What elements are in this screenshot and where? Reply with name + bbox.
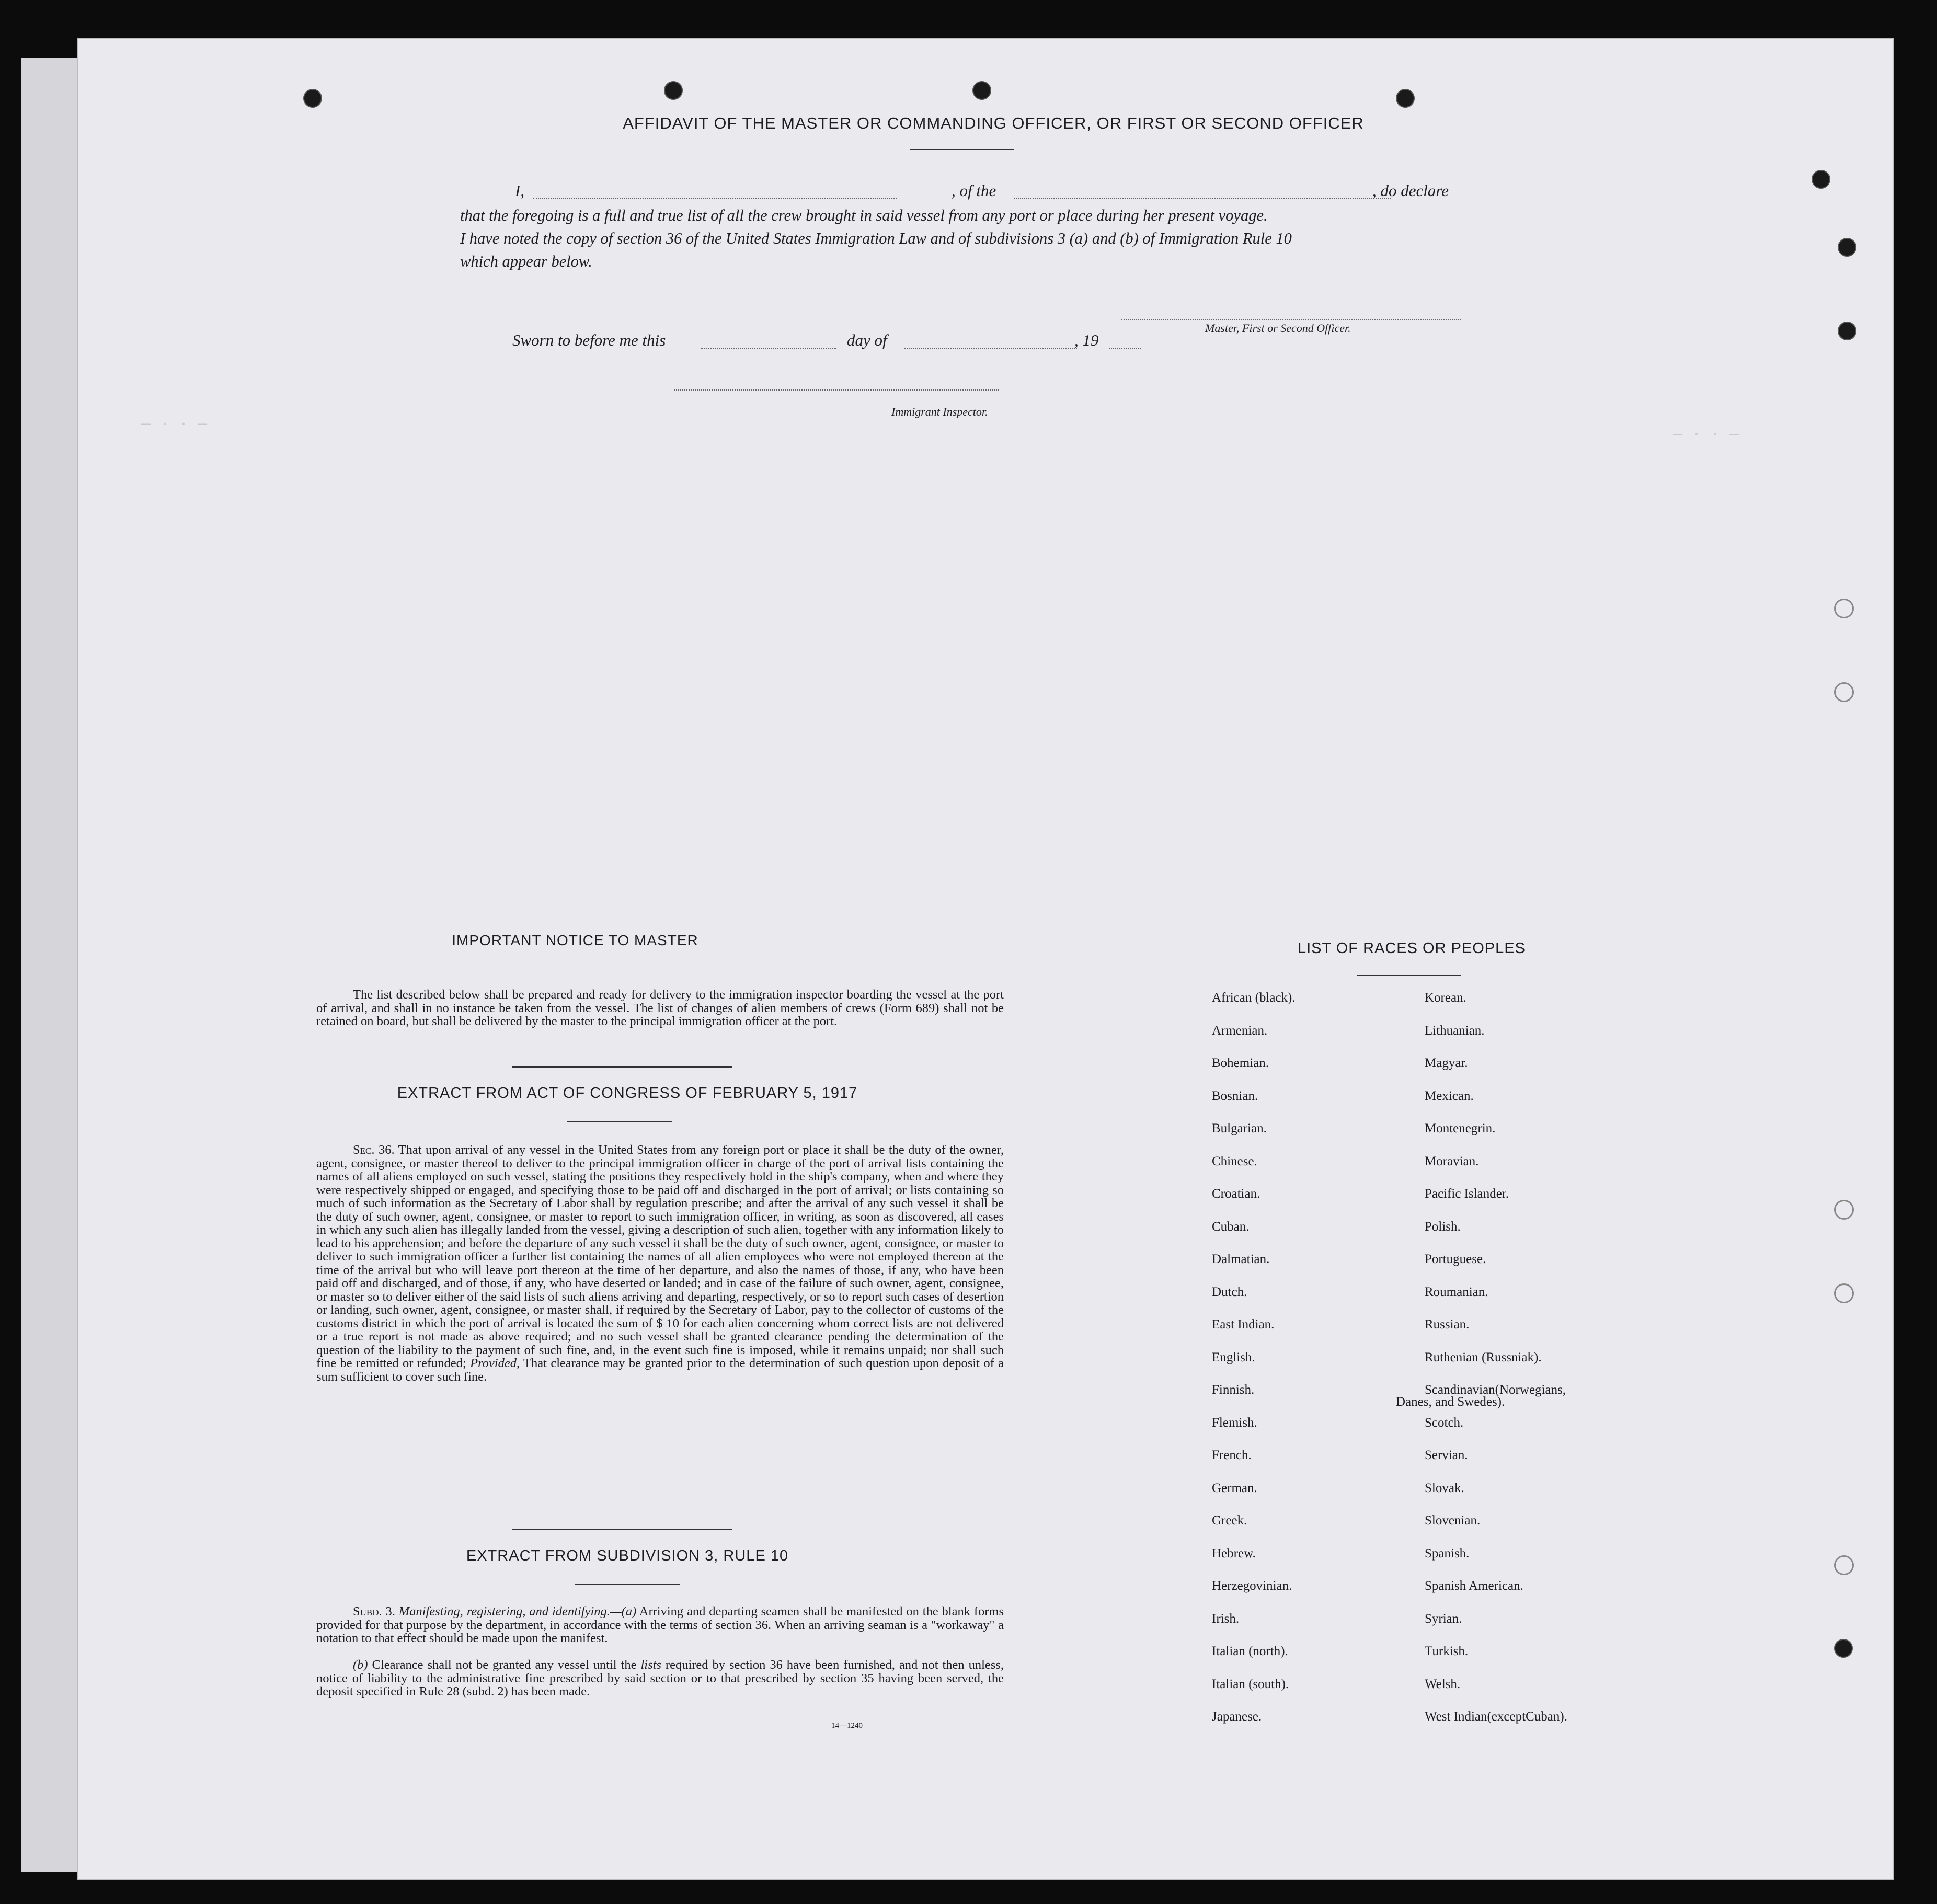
punch-hole-8	[1834, 599, 1854, 618]
race-item: Italian (north).	[1212, 1644, 1288, 1658]
punch-hole-11	[1834, 1283, 1854, 1303]
race-item: Pacific Islander.	[1425, 1187, 1509, 1201]
rule-subd-text: Arriving and departing seamen shall be manifested on the blank forms provided for that purpose by the department, in accordance with the terms of section 36. When an arriving seaman is a "workaway" a notation to that effect should be made upon the manifest.	[316, 1604, 1004, 1645]
act-provided-text: That clearance may be granted prior to the determination of such question upon deposit of a sum sufficient to cover such fine.	[316, 1356, 1004, 1384]
divider	[575, 1584, 680, 1585]
rule-subd-label: Subd. 3.	[353, 1604, 395, 1619]
race-item: Dalmatian.	[1212, 1252, 1270, 1266]
affidavit-line-4: which appear below.	[460, 253, 592, 270]
affidavit-i: I,	[515, 181, 525, 200]
race-item: African (black).	[1212, 991, 1296, 1005]
race-item: Turkish.	[1425, 1644, 1469, 1658]
punch-hole-3	[972, 81, 991, 100]
divider	[1357, 975, 1461, 976]
race-item: Irish.	[1212, 1611, 1240, 1626]
punch-hole-9	[1834, 682, 1854, 702]
act-provided-label: Provided,	[470, 1356, 520, 1370]
race-item: German.	[1212, 1481, 1257, 1495]
race-item: Polish.	[1425, 1219, 1461, 1234]
act-title: EXTRACT FROM ACT OF CONGRESS OF FEBRUARY 5, 1917	[397, 1085, 858, 1102]
affidavit-line-3: I have noted the copy of section 36 of the United States Immigration Law and of subdivisions 3 (a) and (b) of Immigration Rule 10	[460, 230, 1292, 247]
punch-hole-13	[1834, 1639, 1853, 1658]
race-item: French.	[1212, 1448, 1252, 1462]
race-item: Bulgarian.	[1212, 1121, 1267, 1135]
race-item: Syrian.	[1425, 1611, 1462, 1626]
rule-b-text-1: Clearance shall not be granted any vessel until the	[372, 1658, 637, 1672]
race-item: Herzegovinian.	[1212, 1579, 1292, 1593]
affidavit-line-2: that the foregoing is a full and true list of all the crew brought in said vessel from any port or place during her present voyage.	[460, 207, 1268, 224]
inspector-label: Immigrant Inspector.	[891, 405, 988, 418]
race-item: Moravian.	[1425, 1154, 1479, 1168]
punch-hole-5	[1812, 170, 1830, 189]
divider	[567, 1121, 672, 1122]
races-title: LIST OF RACES OR PEOPLES	[1297, 940, 1526, 957]
master-signature-label: Master, First or Second Officer.	[1205, 322, 1351, 335]
race-item: Flemish.	[1212, 1415, 1257, 1430]
race-item: Hebrew.	[1212, 1546, 1256, 1561]
punch-hole-12	[1834, 1555, 1854, 1575]
notice-text: The list described below shall be prepared and ready for delivery to the immigration inspector boarding the vessel at the port of arrival, and shall in no instance be taken from the vessel. The list of changes of alien members of crews (Form 689) shall not be retained on board, but shall be delivered by the master to the principal immigration officer at the port.	[316, 988, 1004, 1028]
race-item: Magyar.	[1425, 1056, 1468, 1070]
race-item: Italian (south).	[1212, 1677, 1289, 1691]
race-item: Bohemian.	[1212, 1056, 1269, 1070]
rule-subd-b	[316, 1658, 1004, 1699]
race-item: English.	[1212, 1350, 1255, 1364]
divider	[512, 1529, 732, 1530]
rule-b-text-2: required by section 36 have been furnished, and not then unless, notice of liability to the administrative fine prescribed by said section or to that prescribed by section 35 having been served, the deposit specified in Rule 28 (subd. 2) has been made.	[316, 1658, 1004, 1699]
master-signature-line[interactable]	[1121, 319, 1461, 320]
race-item: Portuguese.	[1425, 1252, 1486, 1266]
punch-hole-4	[1396, 89, 1415, 108]
act-body: That upon arrival of any vessel in the United States from any foreign port or place it shall be the duty of the owner, agent, consignee, or master thereof to deliver to the principal immigration officer in charge of the port of arrival lists containing the names of all aliens employed on such vessel, stating the positions they respectively hold in the ship's company, when and where they were respectively shipped or engaged, and specifying those to be paid off and discharged in the port of arrival; or lists containing so much of such information as the Secretary of Labor shall by regulation prescribe; and after the arrival of any such vessel it shall be the duty of such owner, agent, consignee, or master to report to such immigration officer, in writing, as soon as discovered, all cases in which any such alien has illegally landed from the vessel, giving a description of such alien, together with any information likely to lead to his apprehension; and before the departure of any such vessel it shall be the duty of such owner, agent, consignee, or master to deliver to such immigration officer a further list containing the names of all alien employees who were not employed thereon at the time of the arrival but who will leave port thereon at the time of her departure, and also the names of those, if any, who have been paid off and discharged, and of those, if any, who have deserted or landed; and in case of the failure of such owner, agent, consignee, or master so to deliver either of the said lists of such aliens arriving and departing, respectively, or so to report such cases of desertion or landing, such owner, agent, consignee, or master shall, if required by the Secretary of Labor, pay to the collector of customs of the customs district in which the port of arrival is located the sum of $ 10 for each alien concerning whom correct lists are not delivered or a true report is not made as above required; and no such vessel shall be granted clearance pending the determination of the question of the liability to the payment of such fine, and, in the event such fine is imposed, while it remains unpaid; nor shall such fine be remitted or refunded;	[316, 1143, 1004, 1370]
race-item: Dutch.	[1212, 1284, 1247, 1299]
punch-hole-2	[664, 81, 683, 100]
race-continuation: Danes, and Swedes).	[1396, 1395, 1505, 1409]
sworn-prefix: Sworn to before me this	[512, 331, 666, 349]
sworn-day-blank[interactable]	[701, 348, 836, 349]
punch-hole-10	[1834, 1200, 1854, 1220]
race-item: Montenegrin.	[1425, 1121, 1496, 1135]
affidavit-title: AFFIDAVIT OF THE MASTER OR COMMANDING OFFICER, OR FIRST OR SECOND OFFICER	[623, 114, 1364, 132]
act-text	[316, 1143, 1004, 1383]
race-item: Armenian.	[1212, 1023, 1268, 1038]
race-item: Lithuanian.	[1425, 1023, 1485, 1038]
race-item: Welsh.	[1425, 1677, 1461, 1691]
race-item: Greek.	[1212, 1513, 1247, 1528]
act-section-label: Sec. 36.	[353, 1143, 395, 1157]
race-item: Korean.	[1425, 991, 1466, 1005]
rule-subd-3	[316, 1605, 1004, 1645]
punch-hole-1	[303, 89, 322, 108]
notice-title: IMPORTANT NOTICE TO MASTER	[452, 932, 698, 948]
race-item: Slovenian.	[1425, 1513, 1481, 1528]
sworn-month-blank[interactable]	[904, 348, 1077, 349]
punch-hole-7	[1838, 322, 1856, 340]
rule-title: EXTRACT FROM SUBDIVISION 3, RULE 10	[466, 1547, 789, 1564]
rule-b-label: (b)	[353, 1658, 368, 1672]
divider	[910, 149, 1014, 150]
bleed-through-mark: — · · —	[141, 416, 208, 433]
race-item: East Indian.	[1212, 1317, 1275, 1332]
race-item: Roumanian.	[1425, 1284, 1488, 1299]
vessel-blank[interactable]	[1014, 198, 1391, 199]
affidavit-of-the: , of the	[952, 181, 996, 200]
bleed-through-mark: — · · —	[1673, 426, 1739, 444]
rule-subd-italic: Manifesting, registering, and identifying.—(a)	[398, 1604, 637, 1619]
inspector-signature-line[interactable]	[674, 389, 999, 391]
sworn-year: , 19	[1074, 331, 1099, 349]
race-item: Scandinavian(Norwegians,	[1425, 1383, 1566, 1397]
punch-hole-6	[1838, 238, 1856, 257]
manifest-page	[78, 39, 1893, 1879]
race-item: Bosnian.	[1212, 1088, 1258, 1103]
sworn-day-of: day of	[847, 331, 887, 349]
affidavit-do-declare: , do declare	[1372, 181, 1449, 200]
divider	[512, 1066, 732, 1068]
rule-b-lists: lists	[640, 1658, 661, 1672]
race-item: Chinese.	[1212, 1154, 1257, 1168]
race-item: Croatian.	[1212, 1187, 1260, 1201]
race-item: Slovak.	[1425, 1481, 1464, 1495]
race-item: Spanish.	[1425, 1546, 1470, 1561]
sworn-year-blank[interactable]	[1109, 348, 1141, 349]
race-item: Ruthenian (Russniak).	[1425, 1350, 1542, 1364]
race-item: Spanish American.	[1425, 1579, 1523, 1593]
race-item: West Indian(exceptCuban).	[1425, 1710, 1567, 1724]
race-item: Cuban.	[1212, 1219, 1250, 1234]
race-item: Scotch.	[1425, 1415, 1464, 1430]
race-item: Russian.	[1425, 1317, 1470, 1332]
form-number: 14—1240	[831, 1722, 863, 1730]
race-item: Servian.	[1425, 1448, 1468, 1462]
race-item: Japanese.	[1212, 1710, 1262, 1724]
race-item: Finnish.	[1212, 1383, 1255, 1397]
name-blank[interactable]	[533, 198, 897, 199]
race-item: Mexican.	[1425, 1088, 1474, 1103]
